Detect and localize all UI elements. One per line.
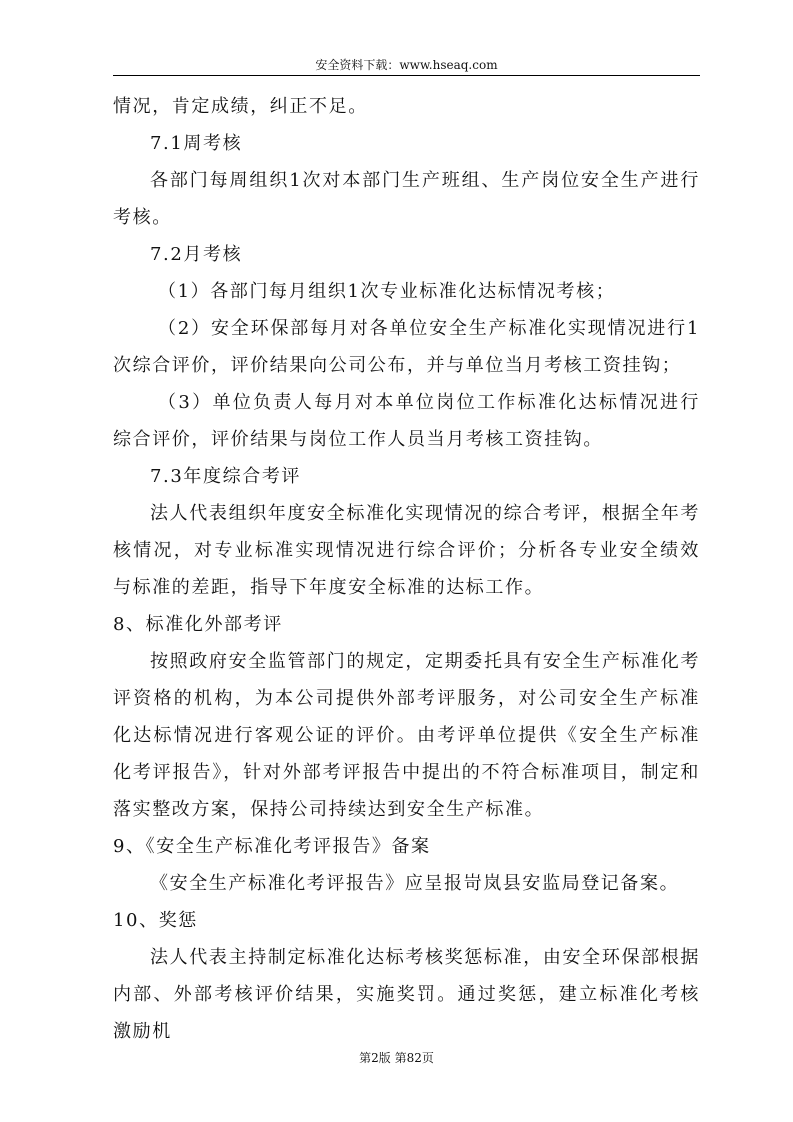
section-heading-7-3: 7.3年度综合考评 (150, 466, 302, 487)
paragraph-weekly-assessment: 各部门每周组织1次对本部门生产班组、生产岗位安全生产进行考核。 (113, 170, 700, 228)
section-heading-10: 10、奖惩 (113, 910, 198, 931)
paragraph-annual-review: 法人代表组织年度安全标准化实现情况的综合考评，根据全年考核情况，对专业标准实现情况进行综合评价；分析各专业安全绩效与标准的差距，指导下年度安全标准的达标工作。 (113, 503, 700, 598)
paragraph-report-filing: 《安全生产标准化考评报告》应呈报岢岚县安监局登记备案。 (150, 873, 680, 894)
paragraph-rewards-penalties: 法人代表主持制定标准化达标考核奖惩标准，由安全环保部根据内部、外部考核评价结果，实施奖罚。通过奖惩，建立标准化考核激励机 (113, 947, 700, 1042)
list-item-monthly-2: （2）安全环保部每月对各单位安全生产标准化实现情况进行1次综合评价，评价结果向公司公布，并与单位当月考核工资挂钩； (113, 318, 700, 376)
paragraph-external-review: 按照政府安全监管部门的规定，定期委托具有安全生产标准化考评资格的机构，为本公司提供外部考评服务，对公司安全生产标准化达标情况进行客观公证的评价。由考评单位提供《安全生产标准化考评报告》，针对外部考评报告中提出的不符合标准项目，制定和落实整改方案，保持公司持续达到安全生产标准。 (113, 651, 700, 820)
page-header: 安全资料下载：www.hseaq.com (315, 58, 498, 72)
list-item-monthly-1: （1）各部门每月组织1次专业标准化达标情况考核； (158, 281, 616, 302)
header-divider (113, 75, 700, 76)
section-heading-9: 9、《安全生产标准化考评报告》备案 (113, 836, 431, 857)
section-heading-8: 8、标准化外部考评 (113, 614, 283, 635)
section-heading-7-2: 7.2月考核 (150, 244, 243, 265)
section-heading-7-1: 7.1周考核 (150, 133, 243, 154)
page-footer: 第2版 第82页 (359, 1051, 434, 1065)
paragraph-continuation: 情况，肯定成绩，纠正不足。 (113, 96, 368, 117)
list-item-monthly-3: （3）单位负责人每月对本单位岗位工作标准化达标情况进行综合评价，评价结果与岗位工作人员当月考核工资挂钩。 (113, 392, 700, 450)
document-body (113, 88, 700, 1050)
